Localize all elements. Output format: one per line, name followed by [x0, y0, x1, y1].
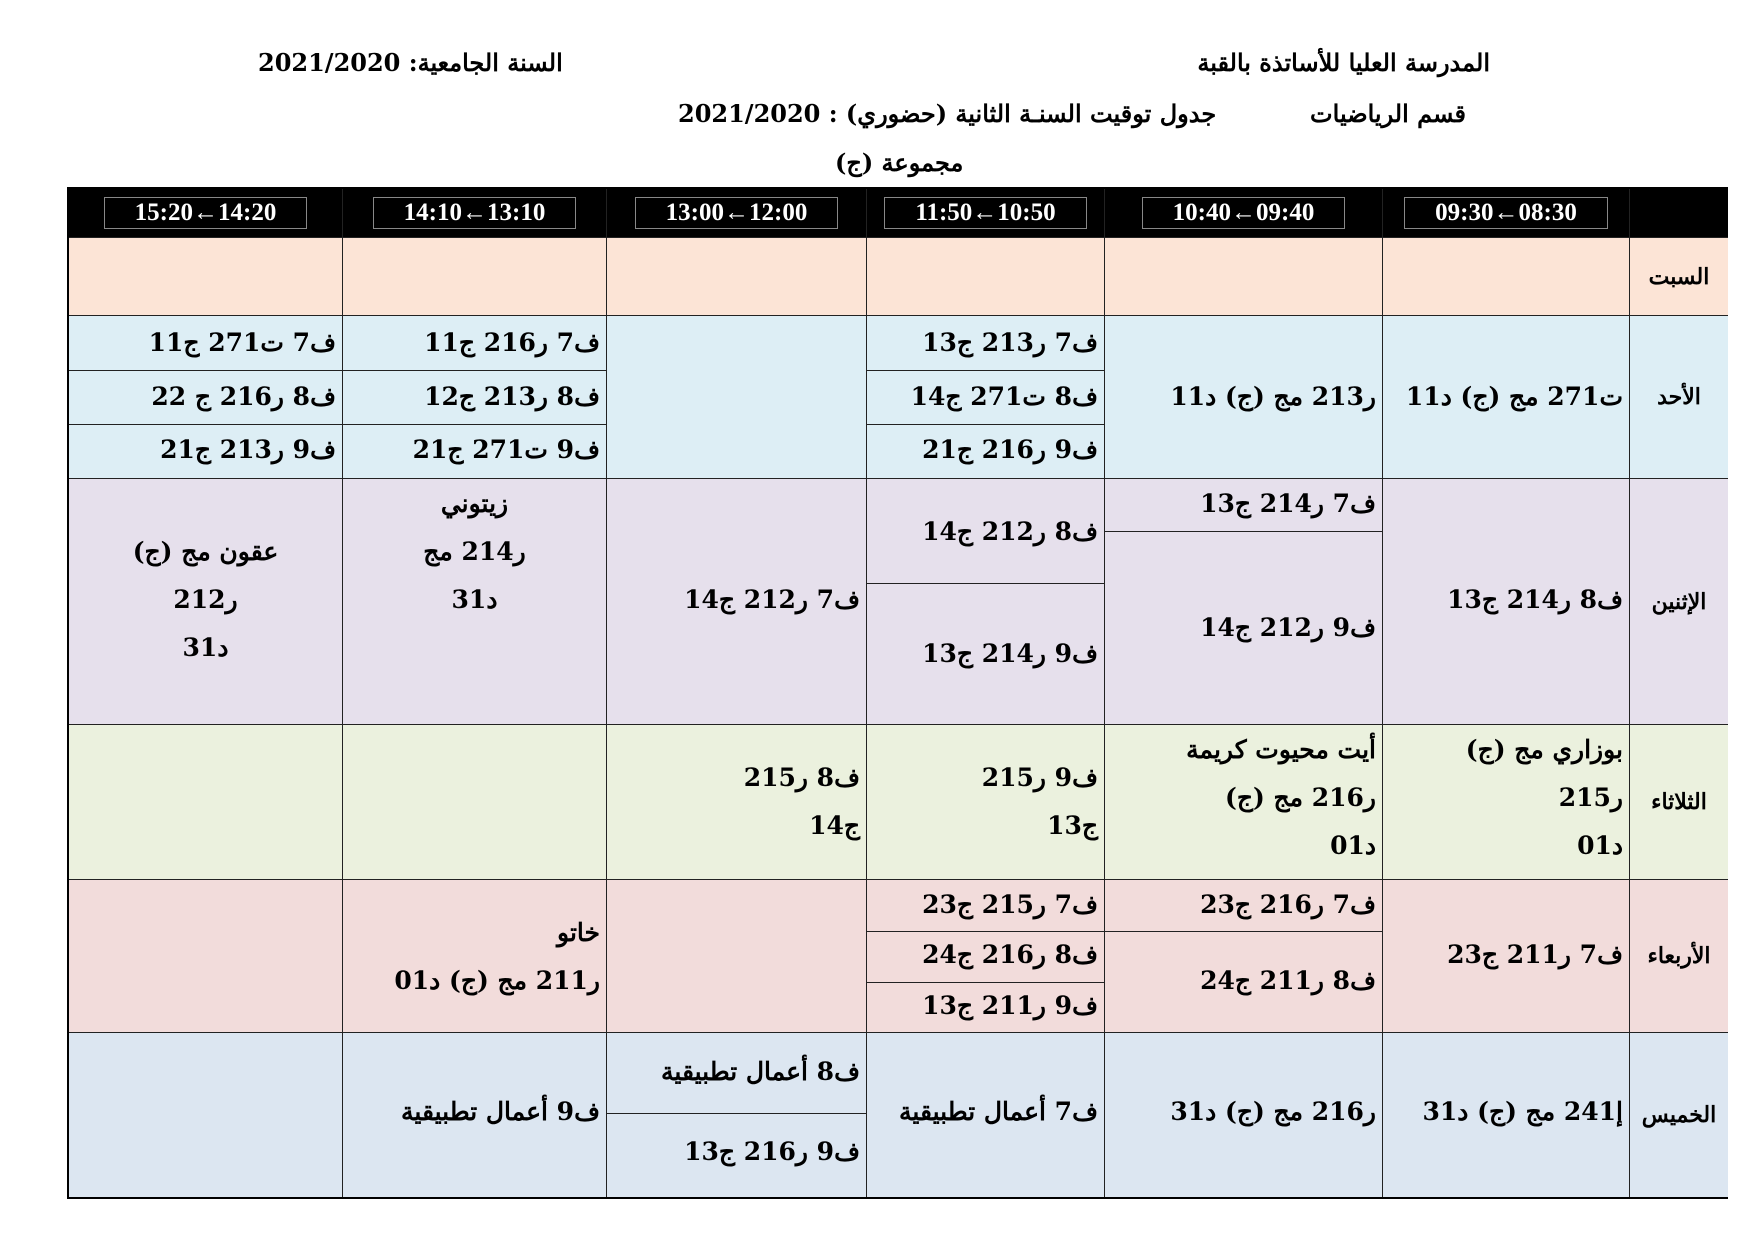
mon-s3-line2: ف9 ر214 ج13: [922, 639, 1098, 668]
sun-slot-5: [342, 315, 606, 478]
sat-slot-6: [69, 237, 342, 315]
sat-slot-3: [866, 237, 1104, 315]
group-label: مجموعة (ج): [835, 148, 964, 177]
thu-slot-5: [342, 1032, 606, 1197]
sun-slot-1: [1382, 315, 1629, 478]
tue-slot-4: [606, 724, 866, 879]
day-saturday: السبت: [1629, 237, 1728, 315]
mon-s1-text: ف8 ر214 ج13: [1447, 585, 1623, 614]
wed-s3-line2: ف8 ر216 ج24: [922, 940, 1098, 969]
school-name: المدرسة العليا للأساتذة بالقبة: [1197, 48, 1490, 77]
tue-s3-line2: ج13: [1047, 811, 1098, 840]
mon-s5-line2: ر214 مج: [423, 537, 526, 566]
wed-s5-line1: خاتو: [557, 918, 600, 947]
sun-s1-text: ت271 مج (ج) د11: [1405, 382, 1623, 411]
wed-slot-2: [1104, 879, 1382, 1032]
thu-s3-text: ف7 أعمال تطبيقية: [899, 1097, 1098, 1126]
sun-slot-4: [606, 315, 866, 478]
sat-slot-4: [606, 237, 866, 315]
header-col-6: 15:20←14:20: [69, 189, 342, 237]
tue-s3-line1: ف9 ر215: [981, 763, 1098, 792]
header-col-2: 10:40←09:40: [1104, 189, 1382, 237]
wed-slot-1: [1382, 879, 1629, 1032]
day-monday: الإثنين: [1629, 478, 1728, 724]
day-wednesday: الأربعاء: [1629, 879, 1728, 1032]
thu-slot-6: [69, 1032, 342, 1197]
thu-slot-2: [1104, 1032, 1382, 1197]
sun-s2-text: ر213 مج (ج) د11: [1170, 382, 1376, 411]
sun-s6-line3: ف9 ر213 ج21: [160, 435, 336, 464]
sun-s5-line2: ف8 ر213 ج12: [424, 382, 600, 411]
mon-slot-3: [866, 478, 1104, 724]
mon-slot-6: [69, 478, 342, 724]
sat-slot-1: [1382, 237, 1629, 315]
wed-s5-line2: ر211 مج (ج) د01: [394, 966, 600, 995]
wed-slot-4: [606, 879, 866, 1032]
tue-s1-line3: د01: [1577, 831, 1623, 860]
academic-year: السنة الجامعية: 2021/2020: [258, 48, 563, 77]
tue-slot-1: [1382, 724, 1629, 879]
header-col-1: 09:30←08:30: [1382, 189, 1629, 237]
sun-s6-line1: ف7 ت271 ج11: [148, 328, 336, 357]
sun-slot-3: [866, 315, 1104, 478]
wed-s3-line1: ف7 ر215 ج23: [922, 890, 1098, 919]
mon-s2-line1: ف7 ر214 ج13: [1200, 489, 1376, 518]
thu-slot-1: [1382, 1032, 1629, 1197]
sat-slot-5: [342, 237, 606, 315]
wed-slot-3: [866, 879, 1104, 1032]
day-tuesday: الثلاثاء: [1629, 724, 1728, 879]
sun-s3-line2: ف8 ت271 ج14: [910, 382, 1098, 411]
mon-s4-text: ف7 ر212 ج14: [684, 585, 860, 614]
tue-s4-line1: ف8 ر215: [743, 763, 860, 792]
thu-s4-line1: ف8 أعمال تطبيقية: [661, 1057, 860, 1086]
mon-s6-line1: عقون مج (ج): [132, 537, 279, 566]
thu-slot-3: [866, 1032, 1104, 1197]
mon-s6-line2: ر212: [173, 585, 238, 614]
sun-slot-6: [69, 315, 342, 478]
mon-slot-4: [606, 478, 866, 724]
tue-slot-6: [69, 724, 342, 879]
wed-s2-line1: ف7 ر216 ج23: [1200, 890, 1376, 919]
header-col-3: 11:50←10:50: [866, 189, 1104, 237]
day-sunday: الأحد: [1629, 315, 1728, 478]
sun-s3-line3: ف9 ر216 ج21: [922, 435, 1098, 464]
thu-slot-4: [606, 1032, 866, 1197]
sun-s6-line2: ف8 ر216 ج 22: [151, 382, 336, 411]
mon-slot-1: [1382, 478, 1629, 724]
sun-s5-line3: ف9 ت271 ج21: [412, 435, 600, 464]
day-thursday: الخميس: [1629, 1032, 1728, 1197]
thu-s4-line2: ف9 ر216 ج13: [684, 1137, 860, 1166]
tue-s4-line2: ج14: [809, 811, 860, 840]
department-name: قسم الرياضيات: [1310, 99, 1466, 128]
wed-slot-5: [342, 879, 606, 1032]
sun-s5-line1: ف7 ر216 ج11: [424, 328, 600, 357]
wed-s1-text: ف7 ر211 ج23: [1447, 940, 1623, 969]
mon-s5-line3: د31: [451, 585, 498, 614]
tue-s1-line2: ر215: [1558, 783, 1623, 812]
mon-slot-2: [1104, 478, 1382, 724]
wed-s3-line3: ف9 ر211 ج13: [922, 991, 1098, 1020]
tue-s2-line3: د01: [1330, 831, 1376, 860]
thu-s2-text: ر216 مج (ج) د31: [1170, 1097, 1376, 1126]
tue-s1-line1: بوزاري مج (ج): [1465, 735, 1623, 764]
thu-s1-text: إ241 مج (ج) د31: [1422, 1097, 1623, 1126]
mon-s3-line1: ف8 ر212 ج14: [922, 517, 1098, 546]
sun-slot-2: [1104, 315, 1382, 478]
header-col-5: 14:10←13:10: [342, 189, 606, 237]
schedule-title: جدول توقيت السنـة الثانية (حضوري) : 2021/2020: [678, 99, 1217, 128]
tue-slot-5: [342, 724, 606, 879]
tue-s2-line1: أيت محيوت كريمة: [1186, 735, 1376, 764]
header-corner: [1629, 189, 1728, 237]
sun-s3-line1: ف7 ر213 ج13: [922, 328, 1098, 357]
wed-s2-line2: ف8 ر211 ج24: [1200, 966, 1376, 995]
timetable: [67, 187, 1728, 1199]
thu-s5-text: ف9 أعمال تطبيقية: [401, 1097, 600, 1126]
mon-s2-line2: ف9 ر212 ج14: [1200, 613, 1376, 642]
sat-slot-2: [1104, 237, 1382, 315]
mon-s5-line1: زيتوني: [440, 489, 509, 518]
header-col-4: 13:00←12:00: [606, 189, 866, 237]
tue-slot-3: [866, 724, 1104, 879]
wed-slot-6: [69, 879, 342, 1032]
mon-slot-5: [342, 478, 606, 724]
mon-s6-line3: د31: [182, 633, 229, 662]
tue-s2-line2: ر216 مج (ج): [1225, 783, 1376, 812]
tue-slot-2: [1104, 724, 1382, 879]
